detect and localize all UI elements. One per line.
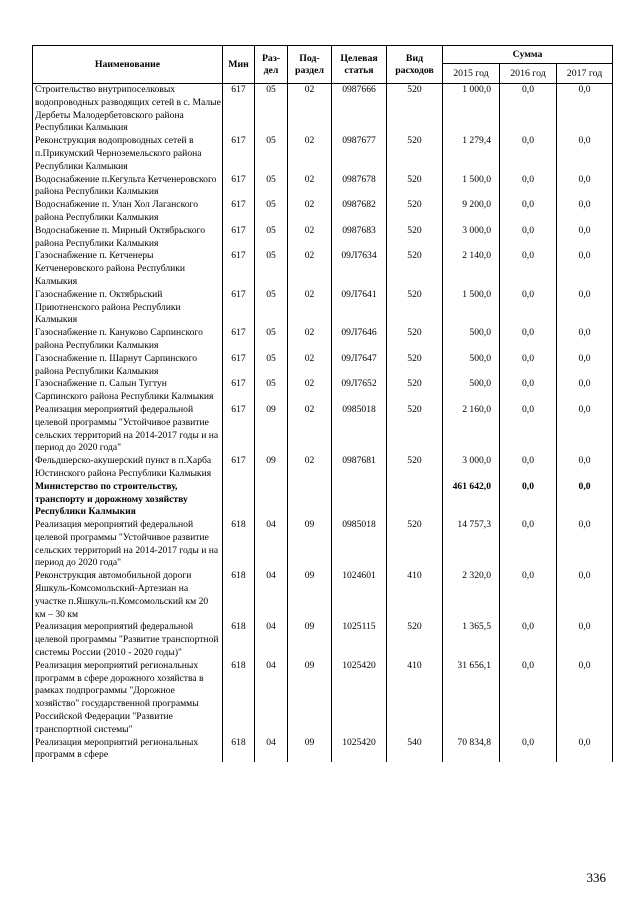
cell-y2016: 0,0 [500,404,557,455]
cell-y2017: 0,0 [557,289,613,327]
cell-y2017: 0,0 [557,737,613,763]
cell-min: 618 [223,621,255,659]
cell-y2015: 31 656,1 [443,660,500,737]
table-row [33,481,613,519]
table-row [33,353,613,379]
cell-podrazdel: 09 [288,737,332,763]
cell-target: 0987666 [332,84,387,136]
cell-target: 1024601 [332,570,387,621]
cell-min: 617 [223,250,255,288]
cell-vid: 520 [387,327,443,353]
cell-y2016: 0,0 [500,327,557,353]
cell-target: 09Л7634 [332,250,387,288]
table-row [33,621,613,659]
cell-podrazdel: 02 [288,455,332,481]
cell-target: 0987677 [332,135,387,173]
cell-min: 618 [223,570,255,621]
cell-y2017: 0,0 [557,455,613,481]
cell-y2016: 0,0 [500,199,557,225]
cell-vid: 520 [387,378,443,404]
header-sum: Сумма [443,46,613,64]
table-row [33,737,613,763]
cell-razdel: 05 [255,250,288,288]
cell-min: 617 [223,135,255,173]
cell-min: 617 [223,84,255,136]
cell-y2016: 0,0 [500,289,557,327]
cell-y2016: 0,0 [500,621,557,659]
cell-target: 0987683 [332,225,387,251]
header-min: Мин [223,46,255,84]
cell-podrazdel: 09 [288,621,332,659]
cell-min: 617 [223,174,255,200]
cell-y2017: 0,0 [557,199,613,225]
cell-y2017: 0,0 [557,327,613,353]
cell-y2015: 1 279,4 [443,135,500,173]
cell-name: Реконструкция автомобильной дороги Яшкуль-Комсомольский-Артезиан на участке п.Яшкуль-п.Комсомольский км 20 км – 30 км [33,570,223,621]
table-row [33,84,613,136]
cell-target [332,481,387,519]
cell-name: Фельдшерско-акушерский пункт в п.Харба Юстинского района Республики Калмыкия [33,455,223,481]
cell-vid: 520 [387,519,443,570]
cell-target: 0987681 [332,455,387,481]
cell-podrazdel: 02 [288,250,332,288]
cell-name: Газоснабжение п. Кануково Сарпинского района Республики Калмыкия [33,327,223,353]
cell-min: 617 [223,225,255,251]
cell-target: 0985018 [332,519,387,570]
cell-vid: 520 [387,621,443,659]
cell-y2015: 500,0 [443,353,500,379]
cell-name: Газоснабжение п. Салын Тугтун Сарпинского района Республики Калмыкия [33,378,223,404]
cell-y2017: 0,0 [557,353,613,379]
cell-razdel: 04 [255,660,288,737]
cell-vid: 520 [387,84,443,136]
cell-target: 09Л7647 [332,353,387,379]
cell-y2015: 1 500,0 [443,174,500,200]
cell-y2017: 0,0 [557,519,613,570]
cell-y2015: 500,0 [443,378,500,404]
cell-vid: 520 [387,135,443,173]
cell-y2016: 0,0 [500,353,557,379]
table-row [33,327,613,353]
cell-y2015: 1 500,0 [443,289,500,327]
table-row [33,135,613,173]
cell-y2015: 3 000,0 [443,455,500,481]
cell-podrazdel: 02 [288,327,332,353]
cell-name: Газоснабжение п. Шарнут Сарпинского района Республики Калмыкия [33,353,223,379]
header-podrazdel: Под- раздел [288,46,332,84]
cell-y2016: 0,0 [500,570,557,621]
cell-y2016: 0,0 [500,481,557,519]
cell-y2017: 0,0 [557,660,613,737]
table-row [33,455,613,481]
cell-vid: 520 [387,404,443,455]
budget-table [32,45,613,762]
cell-name: Реализация мероприятий федеральной целевой программы "Развитие транспортной системы России (2010 - 2020 годы)" [33,621,223,659]
cell-target: 0987682 [332,199,387,225]
cell-name: Реализация мероприятий региональных программ в сфере дорожного хозяйства в рамках подпрограммы "Дорожное хозяйство" государственной программы Российской Федерации "Развитие транспортной системы" [33,660,223,737]
cell-y2017: 0,0 [557,84,613,136]
table-row [33,225,613,251]
cell-vid: 520 [387,250,443,288]
cell-target: 09Л7652 [332,378,387,404]
table-row [33,660,613,737]
cell-min: 617 [223,404,255,455]
cell-vid: 520 [387,174,443,200]
cell-podrazdel: 02 [288,225,332,251]
cell-podrazdel: 02 [288,404,332,455]
cell-vid: 520 [387,455,443,481]
cell-y2015: 2 140,0 [443,250,500,288]
cell-podrazdel: 09 [288,519,332,570]
cell-y2017: 0,0 [557,481,613,519]
cell-y2016: 0,0 [500,737,557,763]
cell-min: 617 [223,353,255,379]
cell-target: 09Л7641 [332,289,387,327]
cell-name: Реализация мероприятий федеральной целевой программы "Устойчивое развитие сельских территорий на 2014-2017 годы и на период до 2020 года" [33,404,223,455]
cell-podrazdel: 02 [288,289,332,327]
cell-vid: 520 [387,225,443,251]
cell-podrazdel: 02 [288,378,332,404]
cell-y2016: 0,0 [500,519,557,570]
cell-vid: 520 [387,199,443,225]
cell-razdel: 05 [255,199,288,225]
table-row [33,199,613,225]
cell-podrazdel: 02 [288,353,332,379]
cell-podrazdel: 02 [288,199,332,225]
cell-y2017: 0,0 [557,174,613,200]
cell-y2016: 0,0 [500,378,557,404]
cell-name: Реконструкция водопроводных сетей в п.Прикумский Черноземельского района Республики Калмыкия [33,135,223,173]
cell-razdel: 05 [255,225,288,251]
cell-y2015: 14 757,3 [443,519,500,570]
cell-razdel: 05 [255,378,288,404]
cell-name: Водоснабжение п. Улан Хол Лаганского района Республики Калмыкия [33,199,223,225]
cell-y2015: 2 320,0 [443,570,500,621]
cell-min: 618 [223,660,255,737]
cell-podrazdel: 02 [288,135,332,173]
cell-min: 617 [223,378,255,404]
cell-y2015: 9 200,0 [443,199,500,225]
cell-vid: 410 [387,660,443,737]
cell-razdel: 05 [255,174,288,200]
cell-min: 617 [223,327,255,353]
cell-y2015: 3 000,0 [443,225,500,251]
cell-podrazdel [288,481,332,519]
header-2015: 2015 год [443,64,500,84]
cell-razdel [255,481,288,519]
cell-razdel: 05 [255,135,288,173]
cell-y2017: 0,0 [557,570,613,621]
cell-razdel: 05 [255,84,288,136]
cell-min: 617 [223,289,255,327]
cell-razdel: 04 [255,737,288,763]
cell-min: 617 [223,455,255,481]
cell-target: 1025420 [332,660,387,737]
cell-vid: 520 [387,353,443,379]
cell-y2017: 0,0 [557,378,613,404]
cell-y2015: 70 834,8 [443,737,500,763]
header-2017: 2017 год [557,64,613,84]
cell-vid: 540 [387,737,443,763]
cell-name: Газоснабжение п. Октябрьский Приютненского района Республики Калмыкия [33,289,223,327]
cell-y2015: 1 365,5 [443,621,500,659]
cell-y2017: 0,0 [557,621,613,659]
cell-podrazdel: 09 [288,660,332,737]
header-vid: Вид расходов [387,46,443,84]
cell-name: Министерство по строительству, транспорту и дорожному хозяйству Республики Калмыкия [33,481,223,519]
table-row [33,289,613,327]
header-razdel: Раз- дел [255,46,288,84]
cell-name: Водоснабжение п.Кегульта Кетченеровского района Республики Калмыкия [33,174,223,200]
cell-name: Строительство внутрипоселковых водопроводных разводящих сетей в с. Малые Дербеты Малодербетовского района Республики Калмыкия [33,84,223,136]
cell-name: Газоснабжение п. Кетченеры Кетченеровского района Республики Калмыкия [33,250,223,288]
cell-vid [387,481,443,519]
cell-y2017: 0,0 [557,135,613,173]
cell-vid: 520 [387,289,443,327]
cell-y2015: 461 642,0 [443,481,500,519]
cell-target: 0987678 [332,174,387,200]
table-row [33,378,613,404]
table-row [33,519,613,570]
cell-razdel: 04 [255,519,288,570]
cell-min [223,481,255,519]
cell-y2017: 0,0 [557,225,613,251]
cell-y2016: 0,0 [500,135,557,173]
cell-vid: 410 [387,570,443,621]
cell-razdel: 09 [255,404,288,455]
table-row [33,404,613,455]
cell-min: 618 [223,737,255,763]
cell-target: 0985018 [332,404,387,455]
cell-podrazdel: 02 [288,174,332,200]
cell-y2016: 0,0 [500,250,557,288]
cell-name: Реализация мероприятий региональных программ в сфере [33,737,223,763]
cell-y2016: 0,0 [500,174,557,200]
cell-name: Реализация мероприятий федеральной целевой программы "Устойчивое развитие сельских территорий на 2014-2017 годы и на период до 2020 года" [33,519,223,570]
header-name: Наименование [33,46,223,84]
cell-name: Водоснабжение п. Мирный Октябрьского района Республики Калмыкия [33,225,223,251]
cell-y2016: 0,0 [500,225,557,251]
cell-y2015: 2 160,0 [443,404,500,455]
header-2016: 2016 год [500,64,557,84]
table-row [33,174,613,200]
cell-target: 1025115 [332,621,387,659]
cell-razdel: 04 [255,570,288,621]
cell-y2016: 0,0 [500,455,557,481]
cell-y2016: 0,0 [500,84,557,136]
cell-razdel: 05 [255,327,288,353]
cell-y2017: 0,0 [557,404,613,455]
cell-min: 617 [223,199,255,225]
cell-razdel: 04 [255,621,288,659]
cell-min: 618 [223,519,255,570]
cell-podrazdel: 09 [288,570,332,621]
cell-razdel: 09 [255,455,288,481]
cell-y2015: 1 000,0 [443,84,500,136]
cell-razdel: 05 [255,353,288,379]
cell-razdel: 05 [255,289,288,327]
cell-target: 1025420 [332,737,387,763]
cell-y2016: 0,0 [500,660,557,737]
table-row [33,250,613,288]
cell-y2015: 500,0 [443,327,500,353]
cell-target: 09Л7646 [332,327,387,353]
header-target: Целевая статья [332,46,387,84]
page-number: 336 [586,870,606,885]
cell-podrazdel: 02 [288,84,332,136]
table-row [33,570,613,621]
cell-y2017: 0,0 [557,250,613,288]
